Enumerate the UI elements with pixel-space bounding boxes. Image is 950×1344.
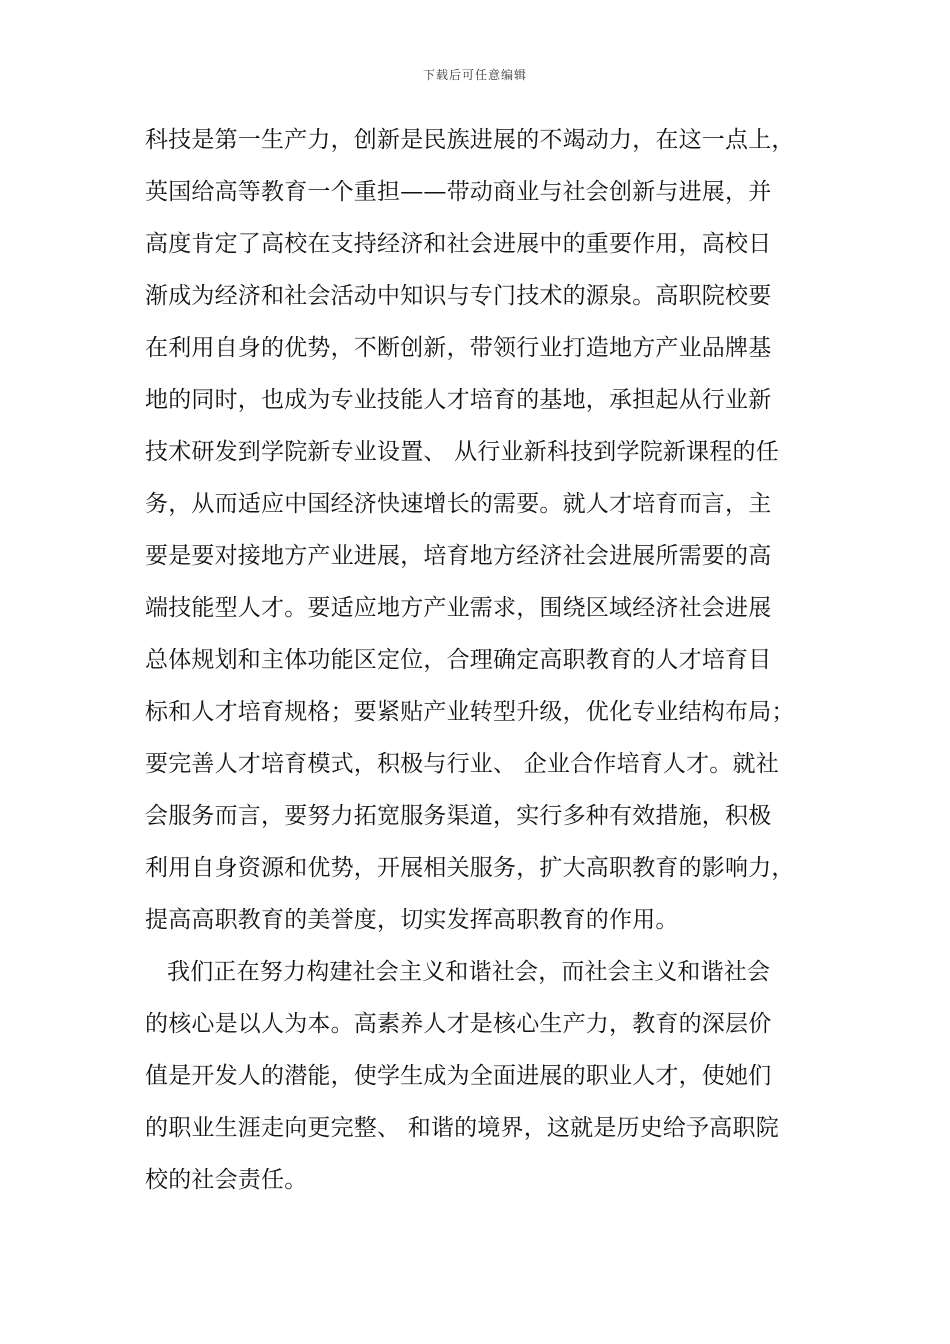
text-line: 提高高职教育的美誉度，切实发挥高职教育的作用。 — [145, 907, 679, 933]
text-line: 值是开发人的潜能，使学生成为全面进展的职业人才，使她们 — [145, 1063, 772, 1089]
text-line: 利用自身资源和优势，开展相关服务，扩大高职教育的影响力， — [145, 855, 795, 881]
paragraph-1 — [145, 114, 795, 946]
text-line: 端技能型人才。要适应地方产业需求，围绕区域经济社会进展 — [145, 595, 772, 621]
text-line: 技术研发到学院新专业设置、 从行业新科技到学院新课程的任 — [145, 439, 779, 465]
document-body — [145, 114, 795, 1206]
text-line: 我们正在努力构建社会主义和谐社会，而社会主义和谐社会 — [167, 959, 771, 985]
text-line: 英国给高等教育一个重担——带动商业与社会创新与进展，并 — [145, 179, 772, 205]
text-line: 科技是第一生产力，创新是民族进展的不竭动力，在这一点上， — [145, 127, 795, 153]
text-line: 校的社会责任。 — [145, 1167, 308, 1193]
text-line: 会服务而言，要努力拓宽服务渠道，实行多种有效措施，积极 — [145, 803, 772, 829]
text-line: 要是要对接地方产业进展，培育地方经济社会进展所需要的高 — [145, 543, 772, 569]
text-line: 高度肯定了高校在支持经济和社会进展中的重要作用，高校日 — [145, 231, 772, 257]
text-line: 渐成为经济和社会活动中知识与专门技术的源泉。高职院校要 — [145, 283, 772, 309]
text-line: 的核心是以人为本。高素养人才是核心生产力，教育的深层价 — [145, 1011, 772, 1037]
page-header: 下载后可任意编辑 — [422, 68, 527, 82]
paragraph-2 — [145, 946, 785, 1206]
text-line: 地的同时，也成为专业技能人才培育的基地，承担起从行业新 — [145, 387, 772, 413]
text-line: 要完善人才培育模式，积极与行业、 企业合作培育人才。就社 — [145, 751, 779, 777]
text-line: 在利用自身的优势，不断创新，带领行业打造地方产业品牌基 — [145, 335, 772, 361]
text-line: 总体规划和主体功能区定位，合理确定高职教育的人才培育目 — [145, 647, 772, 673]
text-line: 标和人才培育规格；要紧贴产业转型升级，优化专业结构布局； — [145, 699, 795, 725]
text-line: 务，从而适应中国经济快速增长的需要。就人才培育而言，主 — [145, 491, 772, 517]
text-line: 的职业生涯走向更完整、 和谐的境界，这就是历史给予高职院 — [145, 1115, 779, 1141]
